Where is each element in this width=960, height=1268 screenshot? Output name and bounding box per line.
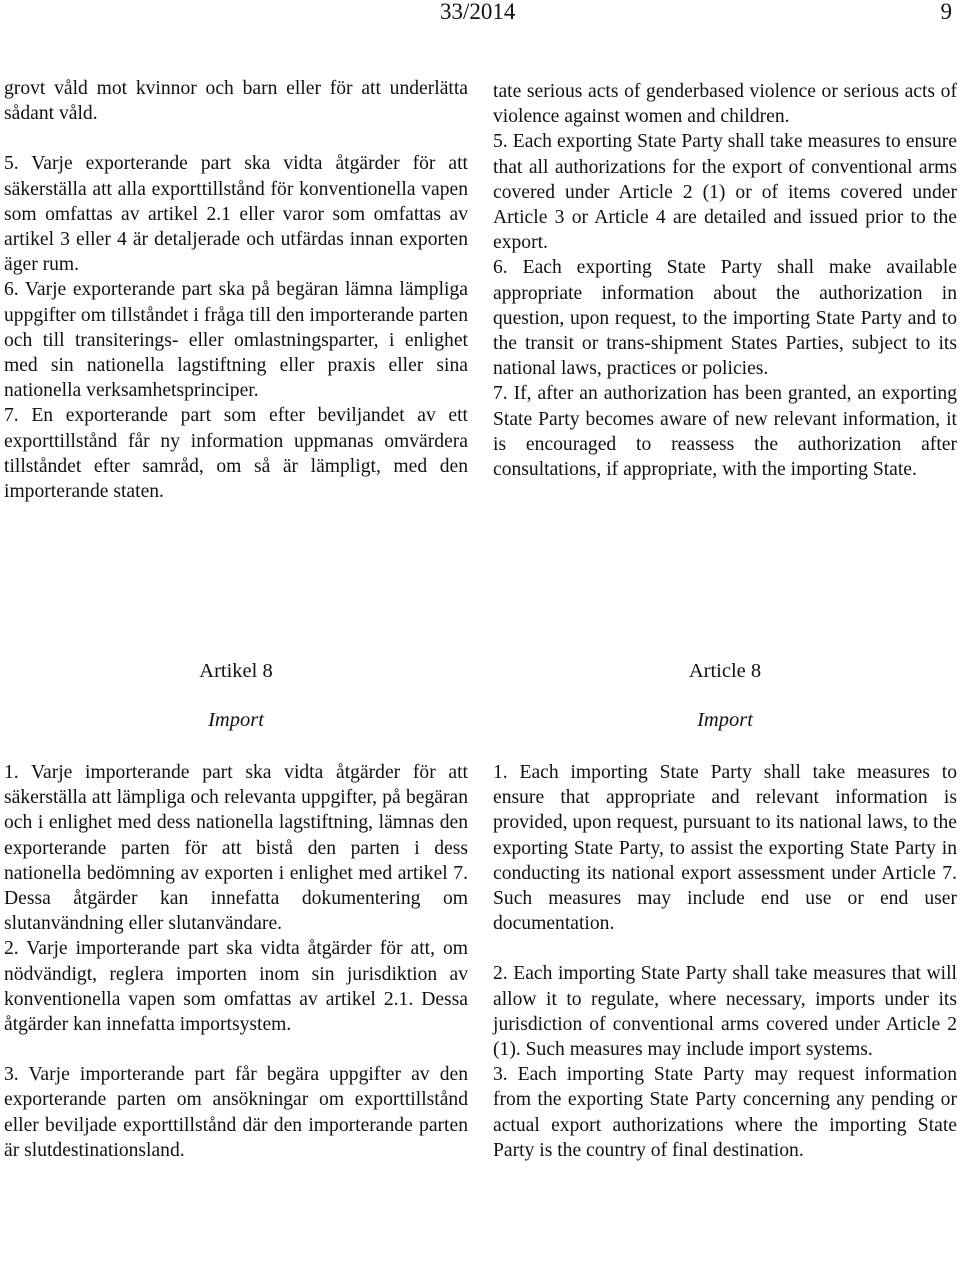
swedish-article-paragraph-2: 2. Varje importerande part ska vidta åtgärder för att, om nödvändigt, reglera importen inom sin jurisdiktion av konventionella vapen som omfattas av artikel 2.1. Dessa åtgärder kan innefatta importsystem. [4,938,468,1036]
page-header [0,0,960,34]
swedish-paragraph-6: 6. Varje exporterande part ska på begäran lämna lämpliga uppgifter om tillståndet i fråga till den importerande parten och till transiterings- eller omlastningsparter, i enlighet med sin nationella lagstiftning eller praxis eller sina nationella verksamhetsprinciper. [4,279,468,402]
swedish-article-subheading: Import [208,709,264,731]
swedish-paragraph-5: 5. Varje exporterande part ska vidta åtgärder för att säkerställa att alla exporttillstånd för konventionella vapen som omfattas av artikel 2.1 eller varor som omfattas av artikel 3 eller 4 är detaljerade och utfärdas innan exporten äger rum. [4,153,468,276]
swedish-article-heading: Artikel 8 [199,660,273,682]
issue-number: 33/2014 [440,0,516,24]
swedish-paragraph-7: 7. En exporterande part som efter beviljandet av ett exporttillstånd får ny information uppmanas omvärdera tillståndet efter samråd, om så är lämpligt, med den importerande staten. [4,405,468,503]
swedish-column-top [4,76,468,504]
english-article-subheading: Import [697,709,753,731]
english-paragraph-continuation: tate serious acts of genderbased violence or serious acts of violence against women and children. [493,81,957,128]
english-article-8 [493,659,957,1163]
english-column-top [493,79,957,482]
english-paragraph-5: 5. Each exporting State Party shall take measures to ensure that all authorizations for the export of conventional arms covered under Article 2 (1) or of items covered under Article 3 or Article 4 are detailed and issued prior to the export. [493,131,957,254]
swedish-paragraph-continuation: grovt våld mot kvinnor och barn eller för att underlätta sådant våld. [4,78,468,125]
swedish-article-paragraph-1: 1. Varje importerande part ska vidta åtgärder för att säkerställa att lämpliga och relevanta uppgifter, på begäran och i enlighet med dess nationella lagstiftning, lämnas den exporterande parten för att bistå den parten i dess nationella bedömning av exporten i enlighet med artikel 7. Dessa åtgärder kan innefatta dokumentering om slutanvändning eller slutanvändare. [4,762,468,935]
english-paragraph-6: 6. Each exporting State Party shall make available appropriate information about the authorization in question, upon request, to the importing State Party and to the transit or trans-shipment States Parties, subject to its national laws, practices or policies. [493,257,957,380]
english-article-paragraph-3: 3. Each importing State Party may request information from the exporting State Party concerning any pending or actual export authorizations where the importing State Party is the country of final destination. [493,1064,957,1161]
page-number: 9 [940,0,952,24]
swedish-article-8 [4,659,468,1163]
english-article-paragraph-1: 1. Each importing State Party shall take measures to ensure that appropriate and relevant information is provided, upon request, pursuant to its national laws, to the exporting State Party, to assist the exporting State Party in conducting its national export assessment under Article 7. Such measures may include end use or end user documentation. [493,762,957,935]
english-article-paragraph-2: 2. Each importing State Party shall take measures that will allow it to regulate, where necessary, imports under its jurisdiction of conventional arms covered under Article 2 (1). Such measures may include import systems. [493,963,957,1061]
english-article-heading: Article 8 [688,660,762,682]
swedish-article-paragraph-3: 3. Varje importerande part får begära uppgifter av den exporterande parten om ansökningar om exporttillstånd eller beviljade exporttillstånd där den importerande parten är slutdestinationsland. [4,1064,468,1161]
english-paragraph-7: 7. If, after an authorization has been granted, an exporting State Party becomes aware of new relevant information, it is encouraged to reassess the authorization after consultations, if appropriate, with the importing State. [493,383,957,481]
